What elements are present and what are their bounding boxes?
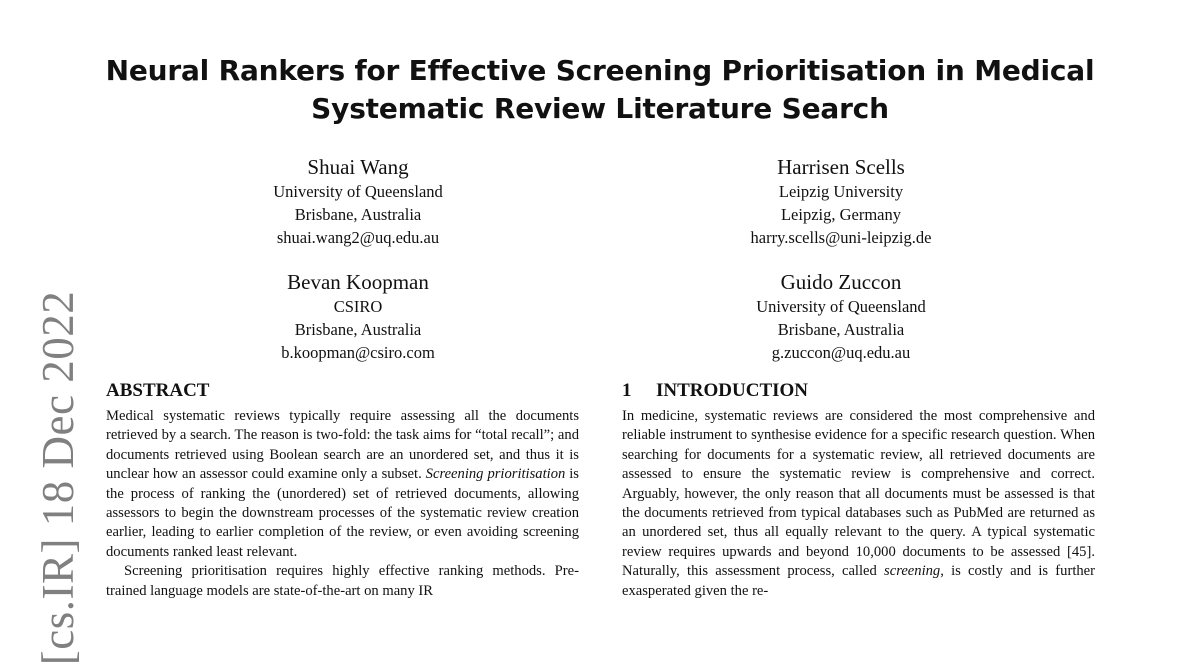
author-name: Bevan Koopman xyxy=(287,270,429,294)
author-location: Leipzig, Germany xyxy=(780,205,902,224)
author-affiliation: CSIRO xyxy=(333,297,383,316)
author-name: Shuai Wang xyxy=(307,155,409,179)
author-block-1 xyxy=(158,154,558,249)
paper-title xyxy=(60,52,1140,128)
author-block-4 xyxy=(641,269,1041,364)
author-affiliation: University of Queensland xyxy=(273,182,443,201)
introduction-paragraph-1: In medicine, systematic reviews are considered the most comprehensive and reliable instrument to synthesise evidence for a specific research question. When searching for documents for a systematic review, all retrieved documents are assessed to ensure the systematic review is comprehensive and correct. Arguably, however, the only reason that all documents must be assessed is that the documents retrieved from typical databases such as PubMed are returned as an unordered set, thus all equally relevant to the query. A typical systematic review requires upwards and beyond 10,000 documents to be assessed [45]. Naturally, this assessment process, called screening, is costly and is further exasperated given the re- xyxy=(622,408,1096,599)
abstract-paragraph-1: Medical systematic reviews typically require assessing all the documents retrieved by a search. The reason is two-fold: the task aims for “total recall”; and documents retrieved using Boolean search are an unordered set, and thus it is unclear how an assessor could examine only a subset. Screening prioritisation is the process of ranking the (unordered) set of retrieved documents, allowing assessors to begin the downstream processes of the systematic review creation earlier, leading to earlier completion of the review, or even avoiding screening documents ranked least relevant. xyxy=(106,408,579,560)
author-email: shuai.wang2@uq.edu.au xyxy=(276,228,440,247)
author-block-3 xyxy=(158,269,558,364)
author-affiliation: University of Queensland xyxy=(756,297,926,316)
paper-title-line-2: Systematic Review Literature Search xyxy=(311,92,889,125)
abstract-emphasis: Screening prioritisation xyxy=(425,466,566,483)
author-block-2 xyxy=(641,154,1041,249)
author-location: Brisbane, Australia xyxy=(777,320,905,339)
introduction-heading xyxy=(622,379,1095,403)
author-name: Guido Zuccon xyxy=(780,270,902,294)
author-location: Brisbane, Australia xyxy=(294,205,422,224)
author-email: b.koopman@csiro.com xyxy=(281,343,435,362)
abstract-heading: ABSTRACT xyxy=(106,380,210,401)
author-email: g.zuccon@uq.edu.au xyxy=(771,343,911,362)
introduction-emphasis: screening xyxy=(884,563,941,580)
author-affiliation: Leipzig University xyxy=(778,182,904,201)
introduction-column xyxy=(622,379,1095,601)
abstract-paragraph-2: Screening prioritisation requires highly effective ranking methods. Pre-trained language models are state-of-the-art on many IR xyxy=(106,563,579,599)
arxiv-identifier-stamp: [cs.IR] 18 Dec 2022 xyxy=(33,290,83,665)
paper-title-line-1: Neural Rankers for Effective Screening Prioritisation in Medical xyxy=(105,54,1095,87)
author-name: Harrisen Scells xyxy=(777,155,905,179)
section-number: 1 xyxy=(622,380,632,401)
author-location: Brisbane, Australia xyxy=(294,320,422,339)
author-email: harry.scells@uni-leipzig.de xyxy=(750,228,932,247)
section-title: INTRODUCTION xyxy=(656,380,809,401)
abstract-column xyxy=(106,379,579,601)
